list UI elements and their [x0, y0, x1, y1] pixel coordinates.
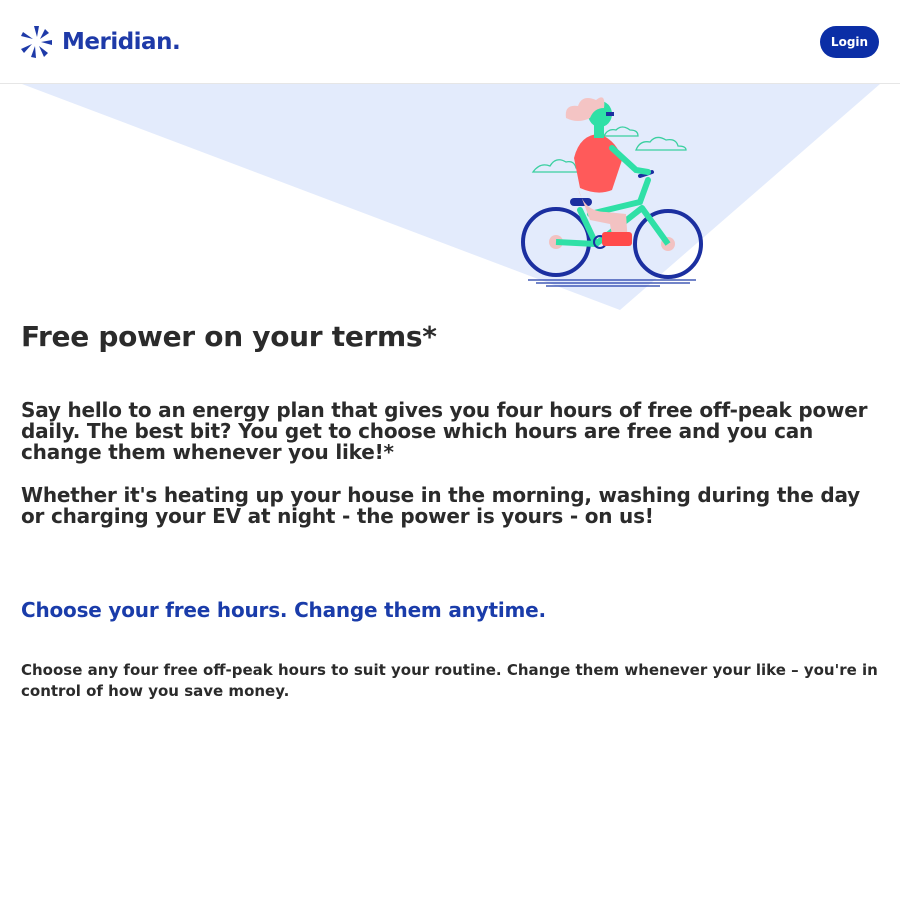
page-title: Free power on your terms* [21, 320, 437, 353]
brand-name: Meridian. [62, 29, 181, 55]
section-body-text: Choose any four free off-peak hours to suit your routine. Change them whenever your like – you're in control of how you save money. [21, 661, 878, 700]
login-button[interactable]: Login [820, 26, 879, 58]
site-header [0, 0, 900, 84]
second-paragraph: Whether it's heating up your house in the morning, washing during the day or charging your EV at night - the power is yours - on us! [21, 483, 860, 528]
hero-banner [0, 84, 900, 314]
hero-illustration [0, 84, 900, 314]
intro-paragraph: Say hello to an energy plan that gives you four hours of free off-peak power daily. The best bit? You get to choose which hours are free and you can change them whenever you like!* [21, 398, 868, 464]
meridian-logo[interactable] [20, 24, 180, 60]
main-content [21, 320, 881, 700]
meridian-starburst-icon [20, 24, 54, 60]
section-subheading: Choose your free hours. Change them anytime. [21, 598, 546, 622]
hero-background-shape [22, 84, 880, 310]
